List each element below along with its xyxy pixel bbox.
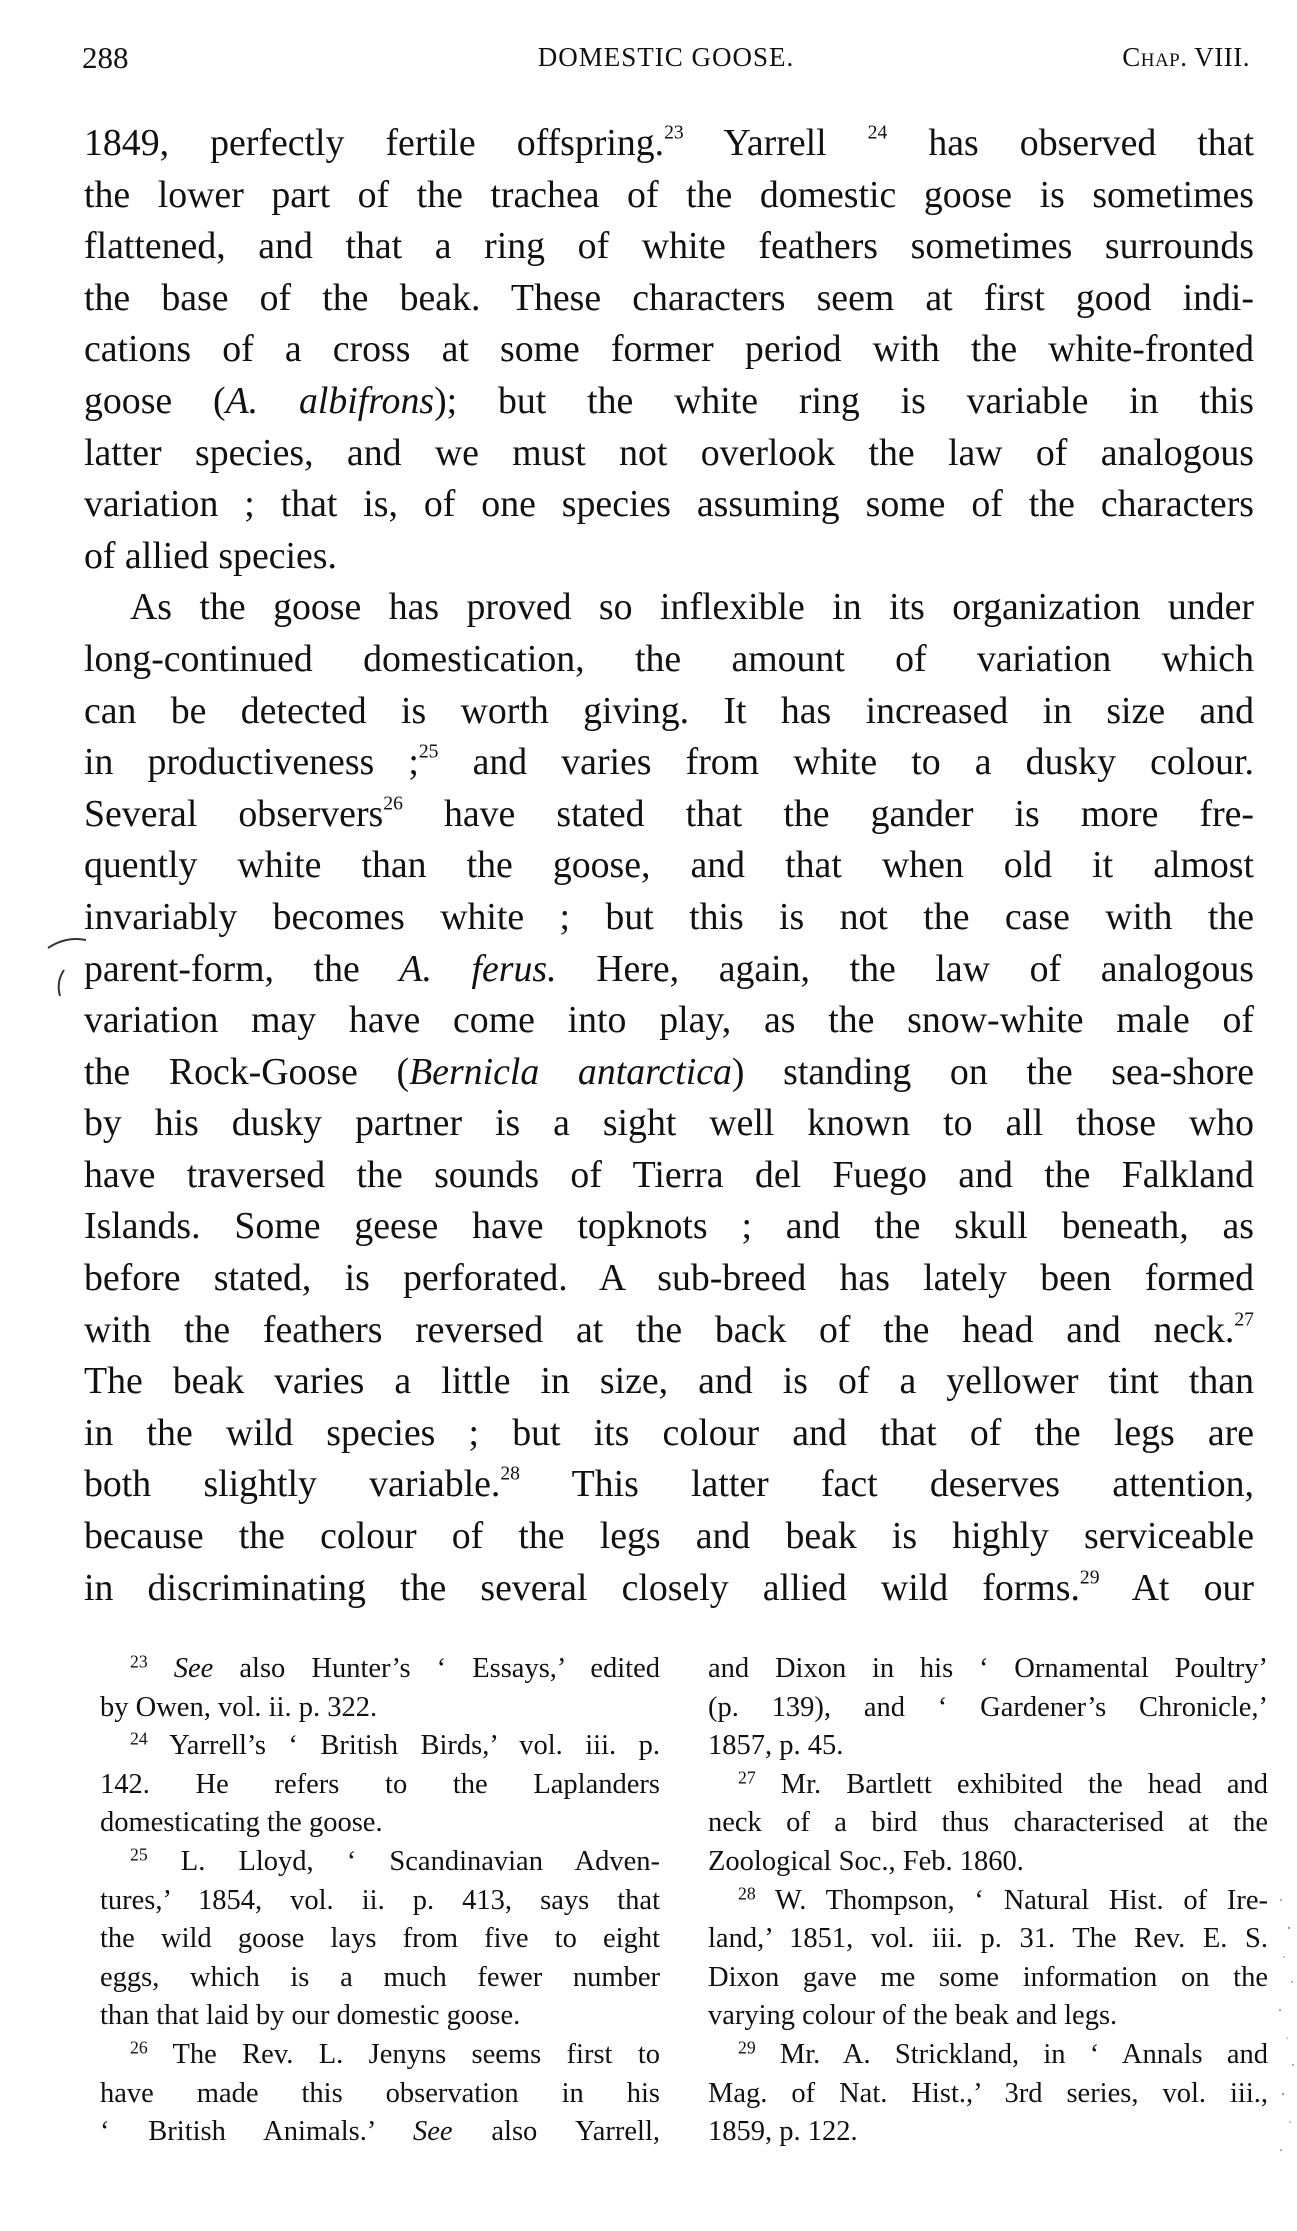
footnote-23: $^{23}$ See also Hunter’s ‘ Essays,’ edited by Owen, vol. ii. p. 322.: [100, 1651, 660, 1723]
page-number: 288: [82, 40, 129, 75]
paragraph-2: As the goose has proved so inflexible in its organization under long-continued domestication, the amount of variation which can be detected is worth giving. It has increased in size and in productiveness ;$^{25}$ and varies from white to a dusky colour. Several observers$^{26}$ have stated that the gander is more fre- quently white than the goose, and that when old it almost invariably becomes white ; but this is not the case with the parent-form, the A. ferus. Here, again, the law of analogous variation may have come into play, as the snow-white male of the Rock-Goose (Bernicla antarctica) standing on the sea-shore by his dusky partner is a sight well known to all those who have traversed the sounds of Tierra del Fuego and the Falkland Islands. Some geese have topknots ; and the skull beneath, as before stated, is perforated. A sub-breed has lately been formed with the feathers reversed at the back of the head and neck.$^{27}$ The beak varies a little in size, and is of a yellower tint than in the wild species ; but its colour and that of the legs are both slightly variable.$^{28}$ This latter fact deserves attention, because the colour of the legs and beak is highly serviceable in discriminating the several closely allied wild forms.$^{29}$ At our: [84, 586, 1255, 1609]
footnote-26-continued: and Dixon in his ‘ Ornamental Poultry’ (p. 139), and ‘ Gardener’s Chronicle,’ 1857, p. 45.: [708, 1653, 1268, 1762]
footnote-27: $^{27}$ Mr. Bartlett exhibited the head and neck of a bird thus characterised at the Zoological Soc., Feb. 1860.: [708, 1767, 1268, 1877]
paragraph-1: 1849, perfectly fertile offspring.$^{23}$ Yarrell $^{24}$ has observed that the lower part of the trachea of the domestic goose is sometimes flattened, and that a ring of white feathers sometimes surrounds the base of the beak. These characters seem at first good indi- cations of a cross at some former period with the white-fronted goose (A. albifrons); but the white ring is variable in this latter species, and we must not overlook the law of analogous variation ; that is, of one species assuming some of the characters of allied species.: [84, 121, 1254, 577]
species-name: Bernicla antarctica: [409, 1050, 732, 1093]
footnote-25: $^{25}$ L. Lloyd, ‘ Scandinavian Adven- tures,’ 1854, vol. ii. p. 413, says that the wild goose lays from five to eight eggs, which is a much fewer number than that laid by our domestic goose.: [100, 1844, 660, 2032]
footnote-24: $^{24}$ Yarrell’s ‘ British Birds,’ vol. iii. p. 142. He refers to the Laplanders domesticating the goose.: [100, 1728, 660, 1839]
footnote-ref-25[interactable]: 25: [418, 740, 439, 763]
footnote-29: $^{29}$ Mr. A. Strickland, in ‘ Annals and Mag. of Nat. Hist.,’ 3rd series, vol. iii., 1859, p. 122.: [708, 2037, 1268, 2148]
chapter-label: Chap. VIII.: [1122, 42, 1250, 72]
footnotes-right-column: [708, 1650, 1268, 2152]
footnote-ref-27[interactable]: 27: [1234, 1307, 1254, 1330]
footnote-ref-28[interactable]: 28: [500, 1462, 520, 1485]
page-header: [82, 40, 1250, 86]
footnote-ref-23[interactable]: 23: [664, 121, 684, 144]
footnote-ref-24[interactable]: 24: [867, 121, 888, 144]
footnote-26: $^{26}$ The Rev. L. Jenyns seems first to have made this observation in his ‘ British Animals.’ See also Yarrell,: [100, 2037, 661, 2148]
footnote-ref-29[interactable]: 29: [1079, 1565, 1100, 1588]
species-name: A. ferus.: [399, 947, 557, 990]
body-text: [84, 118, 1254, 1614]
species-name: A. albifrons: [225, 379, 435, 422]
scan-edge-speckle: [1275, 1880, 1297, 2180]
footnote-ref-26[interactable]: 26: [383, 792, 403, 815]
running-title: DOMESTIC GOOSE.: [537, 42, 795, 72]
footnotes-left-column: [100, 1650, 660, 2152]
footnote-28: $^{28}$ W. Thompson, ‘ Natural Hist. of Ire- land,’ 1851, vol. iii. p. 31. The Rev. E. S. Dixon gave me some information on the varying colour of the beak and legs.: [708, 1882, 1268, 2032]
